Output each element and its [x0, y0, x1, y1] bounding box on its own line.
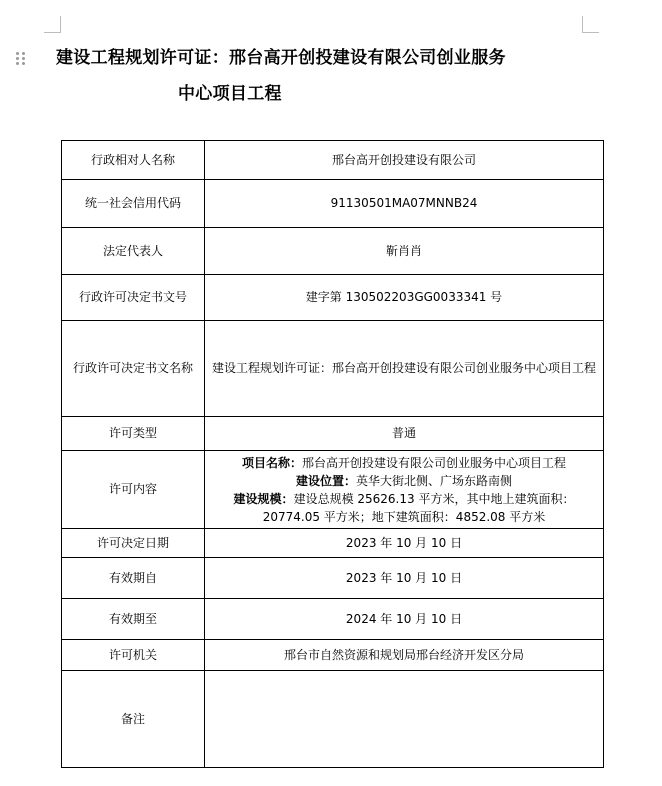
- table-row: [62, 275, 604, 321]
- row-value: 建设工程规划许可证：邢台高开创投建设有限公司创业服务中心项目工程: [205, 321, 604, 417]
- row-value: 2024 年 10 月 10 日: [205, 599, 604, 640]
- row-value: 靳肖肖: [205, 228, 604, 275]
- document-title-line-2: 中心项目工程: [178, 84, 282, 104]
- permit-content: [211, 454, 597, 526]
- row-label: 有效期自: [62, 558, 205, 599]
- table-row: [62, 321, 604, 417]
- row-value: 2023 年 10 月 10 日: [205, 558, 604, 599]
- page-corner-mark-left: [44, 16, 61, 33]
- table-row: [62, 228, 604, 275]
- row-label: 许可内容: [62, 451, 205, 529]
- row-value: 普通: [205, 417, 604, 451]
- permit-info-table: [61, 140, 604, 768]
- table-row: [62, 599, 604, 640]
- drag-handle-icon[interactable]: [16, 52, 26, 66]
- row-label: 有效期至: [62, 599, 205, 640]
- table-row: [62, 451, 604, 529]
- page-corner-mark-right: [582, 16, 599, 33]
- table-row: [62, 141, 604, 180]
- table-row: [62, 417, 604, 451]
- row-label: 行政许可决定书文号: [62, 275, 205, 321]
- row-label: 统一社会信用代码: [62, 180, 205, 228]
- table-row: [62, 180, 604, 228]
- row-label: 许可决定日期: [62, 529, 205, 558]
- table-row: [62, 671, 604, 768]
- content-scale: 建设规模：建设总规模 25626.13 平方米，其中地上建筑面积：: [233, 491, 575, 506]
- table-row: [62, 558, 604, 599]
- content-scale-continued: 20774.05 平方米；地下建筑面积：4852.08 平方米: [262, 509, 546, 524]
- row-value: 邢台市自然资源和规划局邢台经济开发区分局: [205, 640, 604, 671]
- permit-content-cell: [205, 451, 604, 529]
- content-project-name: 项目名称：邢台高开创投建设有限公司创业服务中心项目工程: [241, 455, 567, 470]
- row-value: 邢台高开创投建设有限公司: [205, 141, 604, 180]
- table-row: [62, 640, 604, 671]
- row-label: 行政相对人名称: [62, 141, 205, 180]
- row-value: 2023 年 10 月 10 日: [205, 529, 604, 558]
- row-value: [205, 671, 604, 768]
- row-label: 行政许可决定书文名称: [62, 321, 205, 417]
- document-title: [56, 40, 616, 112]
- row-label: 许可机关: [62, 640, 205, 671]
- document-title-line-1: 建设工程规划许可证：邢台高开创投建设有限公司创业服务: [56, 48, 506, 68]
- row-value: 建字第 130502203GG0033341 号: [205, 275, 604, 321]
- row-label: 备注: [62, 671, 205, 768]
- row-label: 许可类型: [62, 417, 205, 451]
- content-location: 建设位置：英华大街北侧、广场东路南侧: [295, 473, 513, 488]
- row-label: 法定代表人: [62, 228, 205, 275]
- table-row: [62, 529, 604, 558]
- row-value: 91130501MA07MNNB24: [205, 180, 604, 228]
